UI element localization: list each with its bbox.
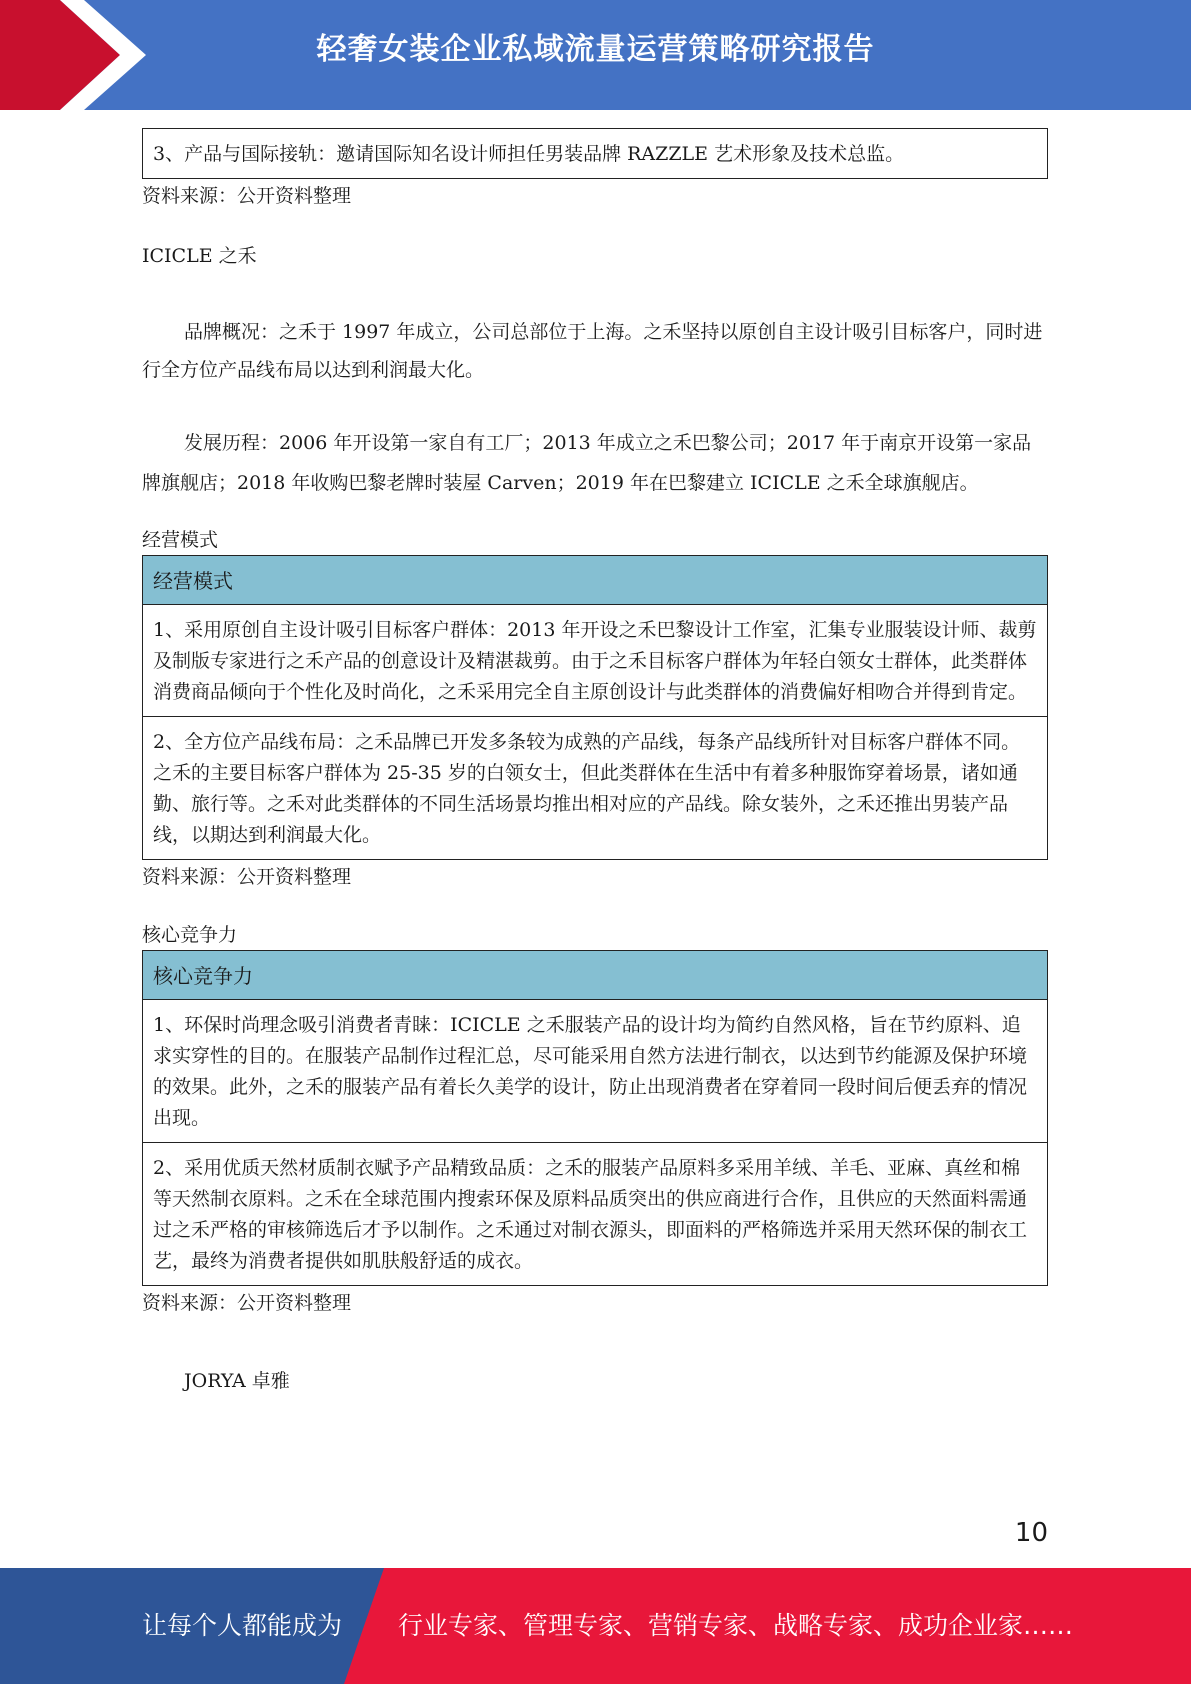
core-competence-table (142, 950, 1048, 1286)
table-cell: 2、全方位产品线布局：之禾品牌已开发多条较为成熟的产品线，每条产品线所针对目标客户群体不同。之禾的主要目标客户群体为 25-35 岁的白领女士，但此类群体在生活中有着多种服饰穿着场景，诸如通勤、旅行等。之禾对此类群体的不同生活场景均推出相对应的产品线。除女装外，之禾还推出男装产品线，以期达到利润最大化。 (153, 731, 1021, 846)
source-note: 资料来源：公开资料整理 (142, 866, 352, 888)
footer-slogan-left: 让每个人都能成为 (142, 1611, 343, 1640)
page-header (0, 0, 1191, 110)
next-brand-title: JORYA 卓雅 (184, 1370, 290, 1392)
source-note: 资料来源：公开资料整理 (142, 185, 352, 207)
page-footer (0, 1568, 1191, 1684)
report-title: 轻奢女装企业私域流量运营策略研究报告 (316, 32, 875, 67)
table-cell: 1、采用原创自主设计吸引目标客户群体：2013 年开设之禾巴黎设计工作室，汇集专业服装设计师、裁剪及制版专家进行之禾产品的创意设计及精湛裁剪。由于之禾目标客户群体为年轻白领女士群体，此类群体消费商品倾向于个性化及时尚化，之禾采用完全自主原创设计与此类群体的消费偏好相吻合并得到肯定。 (153, 619, 1037, 703)
business-model-caption: 经营模式 (142, 529, 219, 551)
table-cell: 2、采用优质天然材质制衣赋予产品精致品质：之禾的服装产品原料多采用羊绒、羊毛、亚麻、真丝和棉等天然制衣原料。之禾在全球范围内搜索环保及原料品质突出的供应商进行合作，且供应的天然面料需通过之禾严格的审核筛选后才予以制作。之禾通过对制衣源头，即面料的严格筛选并采用天然环保的制衣工艺，最终为消费者提供如肌肤般舒适的成衣。 (153, 1157, 1028, 1272)
brand-overview-paragraph: 品牌概况：之禾于 1997 年成立，公司总部位于上海。之禾坚持以原创自主设计吸引目标客户，同时进行全方位产品线布局以达到利润最大化。 (142, 321, 1043, 381)
table-row (143, 716, 1047, 859)
core-competence-caption: 核心竞争力 (142, 924, 238, 946)
table-row (143, 605, 1047, 716)
brand-title: ICICLE 之禾 (142, 245, 257, 267)
brand-history-paragraph: 发展历程：2006 年开设第一家自有工厂；2013 年成立之禾巴黎公司；2017 年于南京开设第一家品牌旗舰店；2018 年收购巴黎老牌时装屋 Carven；2019 年在巴黎建立 ICICLE 之禾全球旗舰店。 (142, 432, 1032, 494)
footer-slogan-right: 行业专家、管理专家、营销专家、战略专家、成功企业家…… (398, 1611, 1074, 1640)
source-note: 资料来源：公开资料整理 (142, 1292, 352, 1314)
table-cell: 1、环保时尚理念吸引消费者青睐：ICICLE 之禾服装产品的设计均为简约自然风格，旨在节约原料、追求实穿性的目的。在服装产品制作过程汇总，尽可能采用自然方法进行制衣，以达到节约能源及保护环境的效果。此外，之禾的服装产品有着长久美学的设计，防止出现消费者在穿着同一段时间后便丢弃的情况出现。 (153, 1014, 1028, 1129)
continued-table (142, 128, 1048, 179)
table-header: 经营模式 (143, 556, 1047, 605)
table-header: 核心竞争力 (143, 951, 1047, 1000)
page-content (142, 128, 1048, 1396)
table-row (143, 1000, 1047, 1142)
table-row (143, 1142, 1047, 1285)
business-model-table (142, 555, 1048, 860)
table-cell: 3、产品与国际接轨：邀请国际知名设计师担任男装品牌 RAZZLE 艺术形象及技术总监。 (153, 143, 905, 165)
page-number: 10 (1014, 1518, 1048, 1548)
